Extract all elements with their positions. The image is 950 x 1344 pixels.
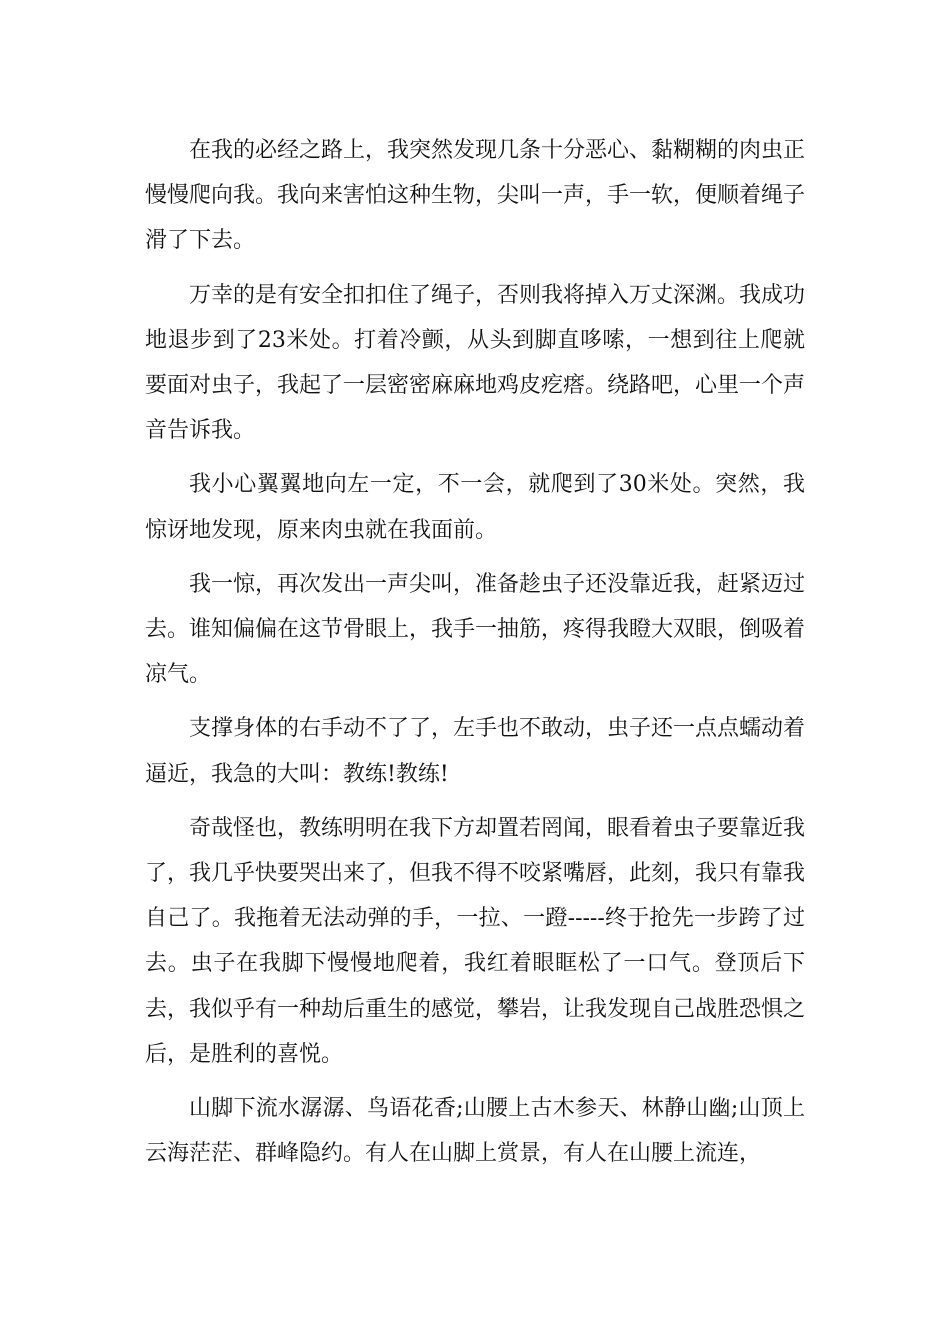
paragraph-3: 我小心翼翼地向左一定，不一会，就爬到了30米处。突然，我惊讶地发现，原来肉虫就在我面前。 [145,472,805,543]
paragraph-5: 支撑身体的右手动不了了，左手也不敢动，虫子还一点点蠕动着逼近，我急的大叫：教练!教练! [145,716,806,787]
paragraph-2: 万幸的是有安全扣扣住了绳子，否则我将掉入万丈深渊。我成功地退步到了23米处。打着冷颤，从头到脚直哆嗦，一想到往上爬就要面对虫子，我起了一层密密麻麻地鸡皮疙瘩。绕路吧，心里一个声音告诉我。 [145,282,806,444]
paragraph-6: 奇哉怪也，教练明明在我下方却置若罔闻，眼看着虫子要靠近我了，我几乎快要哭出来了，但我不得不咬紧嘴唇，此刻，我只有靠我自己了。我拖着无法动弹的手，一拉、一蹬-----终于抢先一步跨了过去。虫子在我脚下慢慢地爬着，我红着眼眶松了一口气。登顶后下去，我似乎有一种劫后重生的感觉，攀岩，让我发现自己战胜恐惧之后，是胜利的喜悦。 [145,815,806,1067]
paragraph-1: 在我的必经之路上，我突然发现几条十分恶心、黏糊糊的肉虫正慢慢爬向我。我向来害怕这种生物，尖叫一声，手一软，便顺着绳子滑了下去。 [145,138,806,254]
paragraph-4: 我一惊，再次发出一声尖叫，准备趁虫子还没靠近我，赶紧迈过去。谁知偏偏在这节骨眼上，我手一抽筋，疼得我瞪大双眼，倒吸着凉气。 [145,571,806,688]
essay-body [145,128,805,1185]
paragraph-7: 山脚下流水潺潺、鸟语花香;山腰上古木参天、林静山幽;山顶上云海茫茫、群峰隐约。有人在山脚上赏景，有人在山腰上流连， [145,1096,805,1167]
